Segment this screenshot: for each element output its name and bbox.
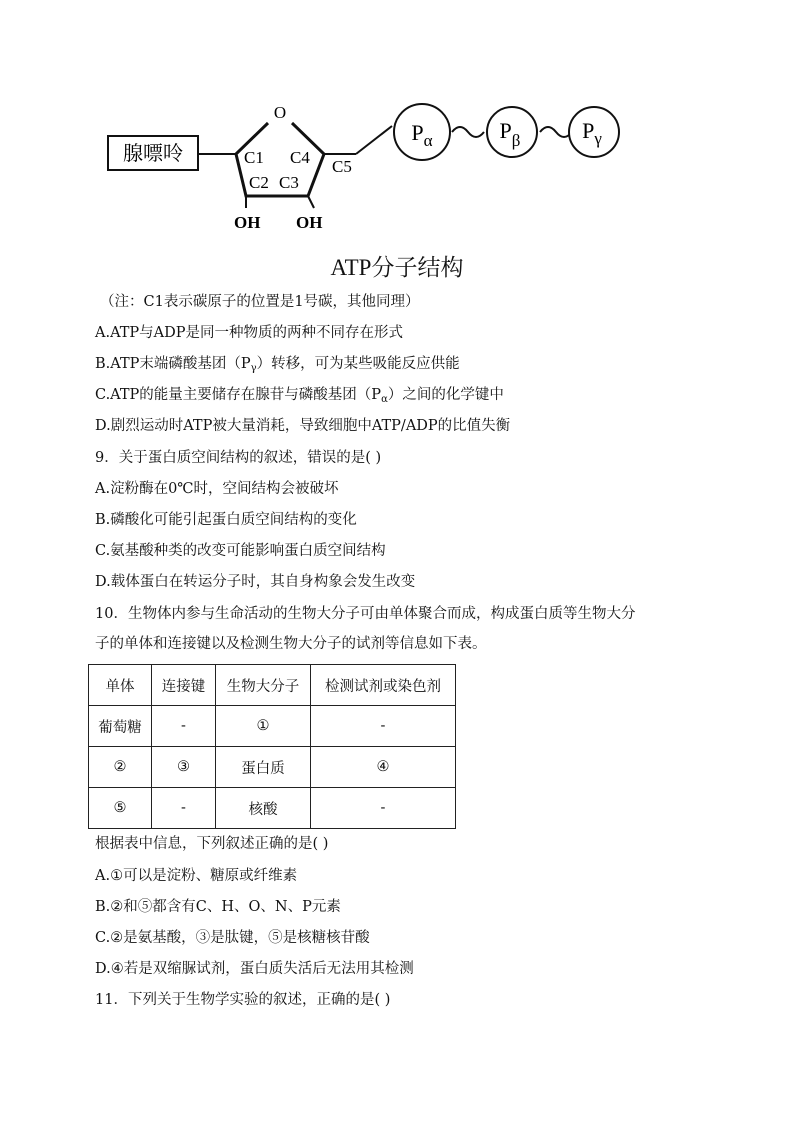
table-cell: 蛋白质 <box>216 747 311 788</box>
q10-stem-line1: 10．生物体内参与生命活动的生物大分子可由单体聚合而成，构成蛋白质等生物大分 <box>95 606 636 622</box>
q8-option-a: A.ATP与ADP是同一种物质的两种不同存在形式 <box>95 325 404 341</box>
q9-option-d: D.载体蛋白在转运分子时，其自身构象会发生改变 <box>95 574 416 590</box>
q10-option-c: C.②是氨基酸，③是肽键，⑤是核糖核苷酸 <box>95 930 370 946</box>
table-cell: ③ <box>152 747 216 788</box>
c5-phosphate-bond <box>356 126 392 154</box>
diagram-note: （注：C1表示碳原子的位置是1号碳，其他同理） <box>100 294 420 310</box>
hydroxyl-c2: OH <box>234 213 261 232</box>
table-cell: ② <box>89 747 152 788</box>
q9-option-b: B.磷酸化可能引起蛋白质空间结构的变化 <box>95 512 357 528</box>
carbon-c1: C1 <box>244 148 264 167</box>
table-cell: ⑤ <box>89 788 152 829</box>
diagram-title: ATP分子结构 <box>330 255 464 280</box>
phosphate-gamma: $P_\gamma$ <box>582 118 602 148</box>
table-header-row <box>89 665 456 706</box>
q11-stem: 11．下列关于生物学实验的叙述，正确的是( ) <box>95 992 391 1008</box>
table-row <box>89 788 456 829</box>
table-cell: - <box>152 706 216 747</box>
hydroxyl-c3: OH <box>296 213 323 232</box>
q10-option-b: B.②和⑤都含有C、H、O、N、P元素 <box>95 899 341 915</box>
table-header-cell: 连接键 <box>152 665 216 706</box>
carbon-c4: C4 <box>290 148 310 167</box>
table-row <box>89 706 456 747</box>
table-header-cell: 生物大分子 <box>216 665 311 706</box>
carbon-c5: C5 <box>332 157 352 176</box>
table-cell: ④ <box>311 747 456 788</box>
q9-stem: 9．关于蛋白质空间结构的叙述，错误的是( ) <box>95 450 382 466</box>
table-cell: 核酸 <box>216 788 311 829</box>
high-energy-bond-2 <box>540 127 572 137</box>
table-cell: - <box>311 706 456 747</box>
carbon-c3: C3 <box>279 173 299 192</box>
q10-stem-line2: 子的单体和连接键以及检测生物大分子的试剂等信息如下表。 <box>95 636 487 652</box>
atp-structure-diagram <box>96 96 656 246</box>
carbon-c2: C2 <box>249 173 269 192</box>
c3-oh-bond <box>308 196 314 208</box>
monomer-table <box>88 664 456 829</box>
q10-option-a: A.①可以是淀粉、糖原或纤维素 <box>95 868 298 884</box>
q8-option-c: C.ATP的能量主要储存在腺苷与磷酸基团$(P_\alpha)$之间的化学键中 <box>95 387 504 405</box>
table-header-cell: 单体 <box>89 665 152 706</box>
q8-option-b: B.ATP末端磷酸基团$(P_\gamma)$转移，可为某些吸能反应供能 <box>95 356 460 374</box>
q10-option-d: D.④若是双缩脲试剂，蛋白质失活后无法用其检测 <box>95 961 414 977</box>
table-header-cell: 检测试剂或染色剂 <box>311 665 456 706</box>
table-cell: ① <box>216 706 311 747</box>
q8-option-d: D.剧烈运动时ATP被大量消耗，导致细胞中ATP/ADP的比值失衡 <box>95 418 511 434</box>
table-cell: 葡萄糖 <box>89 706 152 747</box>
table-row <box>89 747 456 788</box>
phosphate-beta: $P_\beta$ <box>499 118 521 150</box>
q9-option-a: A.淀粉酶在0℃时，空间结构会被破坏 <box>95 481 339 497</box>
high-energy-bond-1 <box>452 127 484 137</box>
adenine-label: 腺嘌呤 <box>123 143 183 165</box>
ring-oxygen: O <box>273 103 287 122</box>
q9-option-c: C.氨基酸种类的改变可能影响蛋白质空间结构 <box>95 543 386 559</box>
phosphate-alpha: $P_\alpha$ <box>411 120 433 150</box>
q10-stem-line3: 根据表中信息，下列叙述正确的是( ) <box>95 836 329 852</box>
table-cell: - <box>152 788 216 829</box>
table-cell: - <box>311 788 456 829</box>
